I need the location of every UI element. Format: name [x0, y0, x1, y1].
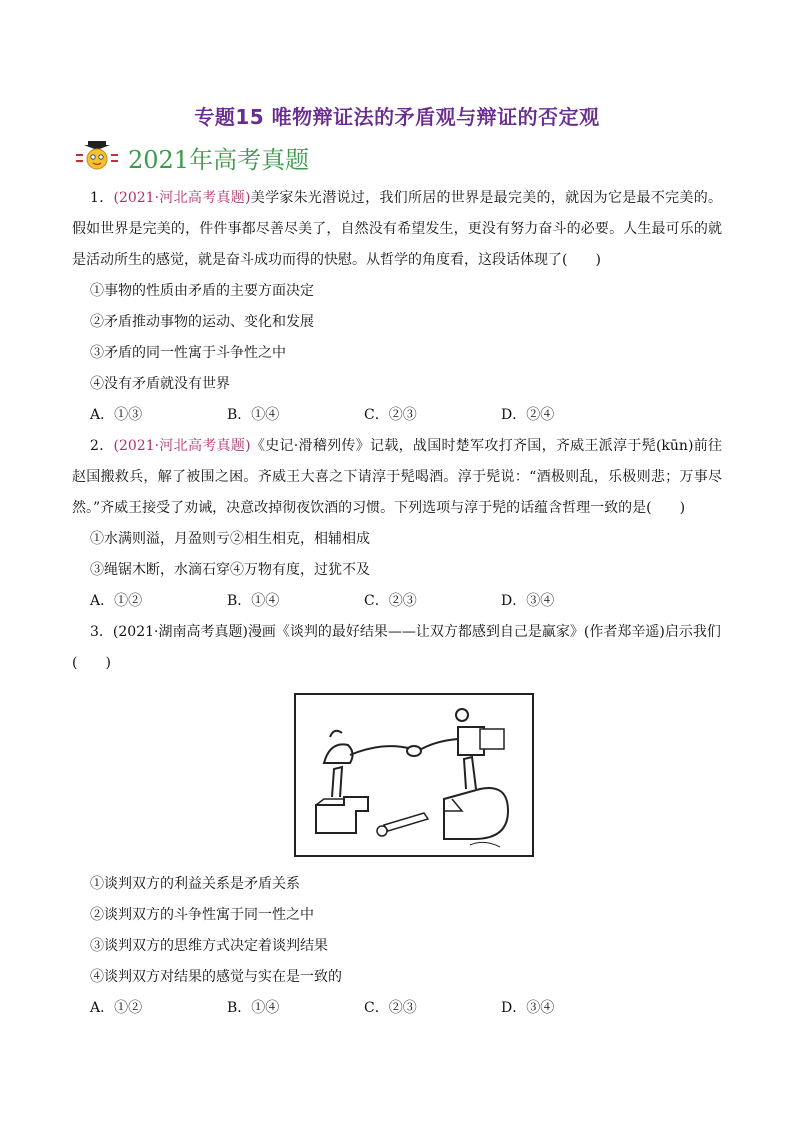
option-statement: ④没有矛盾就没有世界	[90, 376, 230, 392]
mascot-graduate-icon	[74, 140, 120, 176]
answer-choices	[72, 993, 722, 1024]
option-statement: ①事物的性质由矛盾的主要方面决定	[90, 283, 314, 299]
choice-b: B．①④	[227, 593, 280, 609]
answer-choices	[72, 586, 722, 617]
answer-blank: ( )	[72, 655, 111, 671]
answer-choices	[72, 400, 722, 431]
question-2	[72, 431, 722, 524]
option-statement: ③绳锯木断，水滴石穿④万物有度，过犹不及	[90, 562, 370, 578]
negotiation-cartoon	[294, 693, 534, 857]
choice-a: A．①③	[90, 407, 143, 423]
question-number: 3．	[90, 624, 113, 640]
option-statement: ①谈判双方的利益关系是矛盾关系	[90, 876, 300, 892]
choice-b: B．①④	[227, 1000, 280, 1016]
question-text: 《史记·滑稽列传》记载，战国时楚军攻打齐国，齐威王派淳于髡(kūn)前往赵国搬救兵，解了被围之困。齐威王大喜之下请淳于髡喝酒。淳于髡说：“酒极则乱，乐极则悲；万事尽然。”齐威王接受了劝诫，决意改掉彻夜饮酒的习惯。下列选项与淳于髡的话蕴含哲理一致的是( )	[72, 438, 722, 516]
questions	[72, 183, 722, 1024]
question-source: (2021·河北高考真题)	[113, 438, 251, 454]
option-statement: ②矛盾推动事物的运动、变化和发展	[90, 314, 314, 330]
option-statement: ②谈判双方的斗争性寓于同一性之中	[90, 907, 314, 923]
question-1	[72, 183, 722, 276]
choice-a: A．①②	[90, 593, 143, 609]
question-text: 美学家朱光潜说过，我们所居的世界是最完美的，就因为它是最不完美的。假如世界是完美的，件件事都尽善尽美了，自然没有希望发生，更没有努力奋斗的必要。人生最可乐的就是活动所生的感觉，就是奋斗成功而得的快慰。从哲学的角度看，这段话体现了( )	[72, 190, 722, 268]
choice-b: B．①④	[227, 407, 280, 423]
option-statement: ④谈判双方对结果的感觉与实在是一致的	[90, 969, 342, 985]
choice-d: D．③④	[501, 1000, 555, 1016]
option-statement: ③矛盾的同一性寓于斗争性之中	[90, 345, 286, 361]
section-header	[74, 138, 374, 178]
question-number: 1．	[90, 190, 114, 206]
choice-c: C．②③	[364, 407, 417, 423]
choice-a: A．①②	[90, 1000, 143, 1016]
section-title: 2021年高考真题	[128, 146, 310, 174]
question-source: (2021·河北高考真题)	[113, 190, 251, 206]
option-statement: ①水满则溢，月盈则亏②相生相克，相辅相成	[90, 531, 370, 547]
choice-d: D．③④	[501, 593, 555, 609]
question-number: 2．	[90, 438, 114, 454]
question-text: 漫画《谈判的最好结果——让双方都感到自己是赢家》(作者郑辛遥)启示我们	[247, 624, 721, 640]
choice-d: D．②④	[501, 407, 555, 423]
page-title: 专题15 唯物辩证法的矛盾观与辩证的否定观	[194, 105, 600, 129]
question-3	[72, 617, 722, 648]
choice-c: C．②③	[364, 1000, 417, 1016]
option-statement: ③谈判双方的思维方式决定着谈判结果	[90, 938, 328, 954]
question-source: (2021·湖南高考真题)	[112, 624, 248, 640]
choice-c: C．②③	[364, 593, 417, 609]
